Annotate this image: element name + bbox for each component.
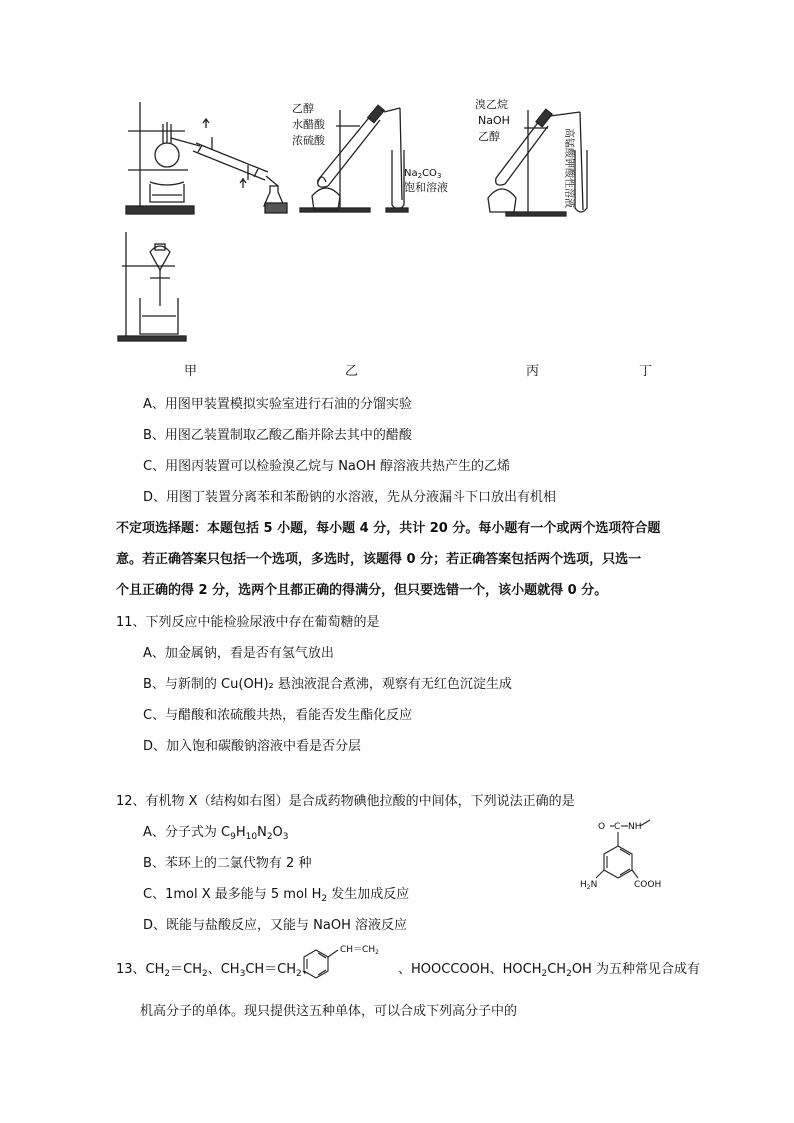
caption-ding: 丁	[639, 364, 653, 379]
q10-option-b: B、用图乙装置制取乙酸乙酯并除去其中的醋酸	[143, 428, 412, 443]
structure-nh: NH	[628, 822, 642, 832]
q12-stem: 12、有机物 X（结构如右图）是合成药物碘他拉酸的中间体，下列说法正确的是	[116, 794, 575, 809]
structure-h2n: $H_2N$	[580, 880, 598, 891]
section-header-line-1: 不定项选择题：本题包括 5 小题，每小题 4 分，共计 20 分。每小题有一个或两个选项符合题	[116, 521, 661, 536]
caption-jia: 甲	[184, 364, 198, 379]
q10-option-c: C、用图丙装置可以检验溴乙烷与 NaOH 醇溶液共热产生的乙烯	[143, 459, 511, 474]
q12-option-a: A、分子式为 $C_9H_{10}N_2O_3$	[143, 825, 289, 842]
bing-tube-label: 高锰酸钾酸性溶液	[563, 128, 574, 208]
bing-label-bromoethane: 溴乙烷	[475, 98, 508, 111]
q11-option-c: C、与醋酸和浓硫酸共热，看能否发生酯化反应	[143, 708, 413, 723]
structure-c: C	[614, 822, 621, 832]
apparatus-jia	[126, 102, 287, 214]
structure-o: O	[598, 822, 606, 832]
q13-line-1: 13、$CH_2=CH_2$、$CH_3CH=CH_2$、	[116, 962, 315, 979]
q11-option-d: D、加入饱和碳酸钠溶液中看是否分层	[143, 739, 362, 754]
yi-tube-label: $Na_2CO_3$	[404, 168, 442, 180]
caption-yi: 乙	[345, 364, 359, 379]
yi-tube-label-solution: 饱和溶液	[404, 181, 448, 194]
q11-option-b: B、与新制的 Cu(OH)₂ 悬浊液混合煮沸，观察有无红色沉淀生成	[143, 677, 512, 692]
bing-label-naoh: NaOH	[478, 114, 510, 127]
yi-label-sulfuric: 浓硫酸	[292, 134, 325, 147]
q10-option-a: A、用图甲装置模拟实验室进行石油的分馏实验	[143, 397, 412, 412]
section-header-line-2: 意。若正确答案只包括一个选项，多选时，该题得 0 分；若正确答案包括两个选项，只选一	[116, 552, 642, 567]
apparatus-figure	[0, 0, 794, 385]
q13-line-1-continued: 、HOOCCOOH、$HOCH_2CH_2OH$ 为五种常见合成有	[398, 962, 700, 979]
styrene-structure	[296, 938, 392, 980]
yi-label-acetic: 水醋酸	[292, 118, 325, 131]
q12-option-b: B、苯环上的二氯代物有 2 种	[143, 856, 312, 871]
yi-label-ethanol: 乙醇	[292, 102, 314, 115]
apparatus-ding	[118, 232, 186, 341]
caption-bing: 丙	[526, 364, 540, 379]
q11-option-a: A、加金属钠，看是否有氢气放出	[143, 646, 334, 661]
q11-stem: 11、下列反应中能检验尿液中存在葡萄糖的是	[116, 615, 380, 630]
q12-option-d: D、既能与盐酸反应，又能与 NaOH 溶液反应	[143, 918, 407, 933]
compound-x-structure	[576, 812, 676, 900]
q13-line-2: 机高分子的单体。现只提供这五种单体，可以合成下列高分子中的	[140, 1004, 518, 1019]
bing-label-ethanol: 乙醇	[478, 130, 500, 143]
structure-cooh: COOH	[634, 880, 662, 890]
q12-option-c: C、1mol X 最多能与 5 mol $H_2$ 发生加成反应	[143, 887, 410, 904]
styrene-label: $CH=CH_2$	[340, 945, 379, 956]
section-header-line-3: 个且正确的得 2 分，选两个且都正确的得满分，但只要选错一个，该小题就得 0 分。	[116, 583, 608, 598]
q10-option-d: D、用图丁装置分离苯和苯酚钠的水溶液，先从分液漏斗下口放出有机相	[143, 490, 557, 505]
